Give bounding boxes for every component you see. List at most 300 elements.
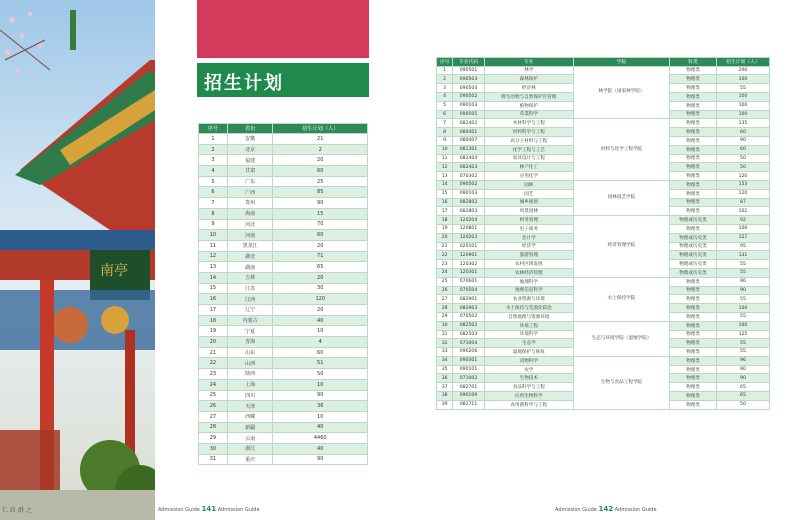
college-cell: 园林园艺学院 bbox=[573, 180, 669, 215]
table-cell: 会计学 bbox=[484, 233, 573, 242]
table-cell: 090101 bbox=[453, 365, 485, 374]
table-cell: 30 bbox=[199, 443, 228, 454]
table-cell: 物理类 bbox=[670, 339, 717, 348]
table-cell: 物理类 bbox=[670, 295, 717, 304]
table-cell: 物理类 bbox=[670, 92, 717, 101]
table-cell: 100 bbox=[716, 224, 769, 233]
table-cell: 18 bbox=[437, 216, 453, 225]
table-cell: 河南 bbox=[227, 230, 273, 241]
table-cell: 17 bbox=[199, 305, 228, 316]
table-cell: 物理类 bbox=[670, 365, 717, 374]
table-cell: 园林 bbox=[484, 180, 573, 189]
table-cell: 135 bbox=[716, 119, 769, 128]
table-cell: 江西 bbox=[227, 294, 273, 305]
table-cell: 65 bbox=[716, 383, 769, 392]
table-cell: 宁夏 bbox=[227, 326, 273, 337]
table-cell: 青海 bbox=[227, 337, 273, 348]
table-cell: 贵州 bbox=[227, 198, 273, 209]
table-cell: 28 bbox=[199, 422, 228, 433]
table-header-cell: 学院 bbox=[573, 58, 669, 67]
table-cell: 6 bbox=[199, 187, 228, 198]
table-row bbox=[199, 422, 368, 433]
table-cell: 125 bbox=[716, 330, 769, 339]
footer-right-page: 142 bbox=[598, 505, 614, 513]
table-cell: 2 bbox=[199, 144, 228, 155]
table-cell: 082403 bbox=[453, 163, 485, 172]
table-cell: 2 bbox=[273, 144, 368, 155]
photo-watermark: 仁 政 群 之 bbox=[2, 507, 32, 514]
table-cell: 物理类 bbox=[670, 400, 717, 409]
table-cell: 60 bbox=[273, 230, 368, 241]
table-cell: 5 bbox=[199, 176, 228, 187]
table-cell: 24 bbox=[437, 268, 453, 277]
table-cell: 120 bbox=[273, 294, 368, 305]
table-cell: 木材科学与工程 bbox=[484, 119, 573, 128]
table-cell: 应用生物科学 bbox=[484, 392, 573, 401]
table-cell: 江苏 bbox=[227, 283, 273, 294]
table-cell: 153 bbox=[716, 180, 769, 189]
table-cell: 环境科学 bbox=[484, 330, 573, 339]
table-header-cell: 专业 bbox=[484, 58, 573, 67]
college-cell: 经济管理学院 bbox=[573, 216, 669, 278]
table-cell: 55 bbox=[716, 348, 769, 357]
table-cell: 广西 bbox=[227, 187, 273, 198]
table-cell: 物理类 bbox=[670, 145, 717, 154]
table-cell: 20 bbox=[273, 240, 368, 251]
table-cell: 40 bbox=[273, 443, 368, 454]
footer-right bbox=[555, 505, 657, 513]
table-row bbox=[199, 315, 368, 326]
table-cell: 100 bbox=[716, 92, 769, 101]
table-header-cell: 序号 bbox=[437, 58, 453, 67]
table-cell: 90 bbox=[716, 286, 769, 295]
table-cell: 50 bbox=[716, 163, 769, 172]
table-cell: 广东 bbox=[227, 176, 273, 187]
table-cell: 农业资源与环境 bbox=[484, 295, 573, 304]
table-row bbox=[199, 240, 368, 251]
table-cell: 新疆 bbox=[227, 422, 273, 433]
table-cell: 090503 bbox=[453, 75, 485, 84]
table-row bbox=[437, 119, 770, 128]
table-cell: 植物保护 bbox=[484, 101, 573, 110]
table-cell: 环境工程 bbox=[484, 321, 573, 330]
table-row bbox=[199, 198, 368, 209]
table-cell: 50 bbox=[273, 369, 368, 380]
table-cell: 120301 bbox=[453, 268, 485, 277]
table-cell: 090505 bbox=[453, 110, 485, 119]
table-cell: 31 bbox=[199, 454, 228, 465]
table-cell: 22 bbox=[437, 251, 453, 260]
table-cell: 71 bbox=[273, 251, 368, 262]
table-cell: 29 bbox=[437, 312, 453, 321]
table-cell: 26 bbox=[437, 286, 453, 295]
table-cell: 地理信息科学 bbox=[484, 286, 573, 295]
table-cell: 物理类 bbox=[670, 383, 717, 392]
province-plan-table bbox=[198, 123, 368, 465]
table-cell: 水土保持与荒漠化防治 bbox=[484, 304, 573, 313]
table-cell: 090502 bbox=[453, 180, 485, 189]
table-cell: 材料科学与工程 bbox=[484, 128, 573, 137]
table-cell: 经济学 bbox=[484, 242, 573, 251]
table-row bbox=[199, 358, 368, 369]
table-cell: 动物科学 bbox=[484, 356, 573, 365]
table-cell: 15 bbox=[199, 283, 228, 294]
table-cell: 4460 bbox=[273, 433, 368, 444]
table-header-cell: 省份 bbox=[227, 124, 273, 134]
table-cell: 070302 bbox=[453, 172, 485, 181]
table-cell: 081301 bbox=[453, 145, 485, 154]
table-header-cell: 序号 bbox=[199, 124, 228, 134]
table-cell: 120801 bbox=[453, 224, 485, 233]
table-cell: 9 bbox=[199, 219, 228, 230]
table-cell: 物理或历史类 bbox=[670, 242, 717, 251]
table-cell: 28 bbox=[437, 304, 453, 313]
table-cell: 082803 bbox=[453, 207, 485, 216]
table-cell: 082502 bbox=[453, 321, 485, 330]
table-cell: 40 bbox=[273, 422, 368, 433]
table-cell: 草業科学 bbox=[484, 110, 573, 119]
table-cell: 120204 bbox=[453, 216, 485, 225]
table-cell: 082802 bbox=[453, 198, 485, 207]
table-cell: 20 bbox=[199, 337, 228, 348]
table-cell: 20 bbox=[273, 272, 368, 283]
table-cell: 39 bbox=[437, 400, 453, 409]
table-cell: 90 bbox=[716, 374, 769, 383]
table-cell: 082901 bbox=[453, 295, 485, 304]
table-cell: 23 bbox=[437, 260, 453, 269]
table-cell: 物理类 bbox=[670, 172, 717, 181]
table-cell: 65 bbox=[716, 392, 769, 401]
table-row bbox=[437, 66, 770, 75]
table-cell: 55 bbox=[716, 84, 769, 93]
table-cell: 物理类 bbox=[670, 277, 717, 286]
table-cell: 21 bbox=[437, 242, 453, 251]
table-cell: 11 bbox=[437, 154, 453, 163]
table-cell: 120 bbox=[716, 189, 769, 198]
table-cell: 080401 bbox=[453, 128, 485, 137]
table-row bbox=[199, 251, 368, 262]
footer-left-suffix: Admission Guide bbox=[217, 507, 260, 513]
pavilion-photo bbox=[0, 0, 155, 520]
table-cell: 安徽 bbox=[227, 134, 273, 145]
table-cell: 90 bbox=[716, 365, 769, 374]
table-row bbox=[199, 454, 368, 465]
table-cell: 27 bbox=[437, 295, 453, 304]
table-cell: 13 bbox=[199, 262, 228, 273]
table-row bbox=[199, 219, 368, 230]
table-cell: 20 bbox=[437, 233, 453, 242]
table-cell: 黑龙江 bbox=[227, 240, 273, 251]
table-cell: 5 bbox=[437, 101, 453, 110]
table-cell: 100 bbox=[716, 321, 769, 330]
table-cell: 7 bbox=[199, 198, 228, 209]
table-cell: 60 bbox=[716, 128, 769, 137]
table-cell: 21 bbox=[273, 134, 368, 145]
table-cell: 上海 bbox=[227, 379, 273, 390]
table-cell: 35 bbox=[437, 365, 453, 374]
table-row bbox=[199, 283, 368, 294]
page-title: 招生计划 bbox=[204, 73, 284, 94]
table-cell: 25 bbox=[199, 390, 228, 401]
table-cell: 物理类 bbox=[670, 330, 717, 339]
table-cell: 物理类 bbox=[670, 66, 717, 75]
table-cell: 7 bbox=[437, 119, 453, 128]
table-cell: 20 bbox=[273, 155, 368, 166]
table-cell: 36 bbox=[273, 401, 368, 412]
table-cell: 100 bbox=[716, 304, 769, 313]
table-cell: 林学 bbox=[484, 66, 573, 75]
table-row bbox=[199, 369, 368, 380]
table-cell: 河北 bbox=[227, 219, 273, 230]
table-cell: 070504 bbox=[453, 286, 485, 295]
table-cell: 90 bbox=[716, 136, 769, 145]
table-row bbox=[437, 321, 770, 330]
table-cell: 020101 bbox=[453, 242, 485, 251]
table-cell: 19 bbox=[199, 326, 228, 337]
table-cell: 21 bbox=[199, 347, 228, 358]
table-cell: 090301 bbox=[453, 356, 485, 365]
table-cell: 85 bbox=[273, 187, 368, 198]
table-cell: 082404 bbox=[453, 154, 485, 163]
table-cell: 应用化学 bbox=[484, 172, 573, 181]
table-cell: 30 bbox=[437, 321, 453, 330]
table-cell: 福建 bbox=[227, 155, 273, 166]
table-cell: 野生动物与自然保护区管理 bbox=[484, 92, 573, 101]
table-cell: 90 bbox=[273, 390, 368, 401]
table-cell: 37 bbox=[437, 383, 453, 392]
table-row bbox=[199, 294, 368, 305]
table-cell: 四川 bbox=[227, 390, 273, 401]
table-cell: 云南 bbox=[227, 433, 273, 444]
table-cell: 物理类 bbox=[670, 180, 717, 189]
table-cell: 物理类 bbox=[670, 154, 717, 163]
table-cell: 经济林 bbox=[484, 84, 573, 93]
table-row bbox=[199, 187, 368, 198]
table-cell: 天津 bbox=[227, 401, 273, 412]
table-cell: 071002 bbox=[453, 374, 485, 383]
footer-left-prefix: Admission Guide bbox=[158, 507, 200, 513]
table-cell: 物理类 bbox=[670, 110, 717, 119]
table-cell: 化学工程与工艺 bbox=[484, 145, 573, 154]
table-cell: 92 bbox=[716, 216, 769, 225]
table-cell: 湿地保护与恢复 bbox=[484, 348, 573, 357]
table-cell: 082503 bbox=[453, 330, 485, 339]
table-cell: 95 bbox=[716, 242, 769, 251]
table-row bbox=[199, 390, 368, 401]
college-cell: 材料与化学工程学院 bbox=[573, 119, 669, 181]
table-cell: 65 bbox=[273, 262, 368, 273]
table-cell: 96 bbox=[716, 277, 769, 286]
table-cell: 102 bbox=[716, 207, 769, 216]
table-cell: 2 bbox=[437, 75, 453, 84]
table-cell: 1 bbox=[199, 134, 228, 145]
table-cell: 33 bbox=[437, 348, 453, 357]
table-cell: 200 bbox=[716, 66, 769, 75]
table-cell: 60 bbox=[273, 166, 368, 177]
table-cell: 100 bbox=[716, 75, 769, 84]
table-cell: 物理类 bbox=[670, 163, 717, 172]
table-row bbox=[199, 134, 368, 145]
table-cell: 70 bbox=[273, 219, 368, 230]
table-cell: 食品科学与工程 bbox=[484, 383, 573, 392]
table-cell: 高分子材料与工程 bbox=[484, 136, 573, 145]
table-cell: 090109 bbox=[453, 392, 485, 401]
table-cell: 物理类 bbox=[670, 348, 717, 357]
table-cell: 园艺 bbox=[484, 189, 573, 198]
table-cell: 山东 bbox=[227, 347, 273, 358]
footer-left bbox=[158, 505, 260, 513]
table-cell: 55 bbox=[716, 312, 769, 321]
table-cell: 物理或历史类 bbox=[670, 216, 717, 225]
table-cell: 物理类 bbox=[670, 128, 717, 137]
table-cell: 23 bbox=[199, 369, 228, 380]
table-cell: 25 bbox=[273, 176, 368, 187]
table-row bbox=[199, 411, 368, 422]
table-cell: 农村区域发展 bbox=[484, 260, 573, 269]
college-cell: 生态与环境学院（湿地学院） bbox=[573, 321, 669, 356]
table-cell: 物理类 bbox=[670, 374, 717, 383]
table-cell: 22 bbox=[199, 358, 228, 369]
table-cell: 财务管理 bbox=[484, 216, 573, 225]
table-row bbox=[199, 272, 368, 283]
table-cell: 60 bbox=[716, 145, 769, 154]
table-cell: 4 bbox=[199, 166, 228, 177]
table-row bbox=[437, 180, 770, 189]
table-cell: 9 bbox=[437, 136, 453, 145]
table-cell: 87 bbox=[716, 198, 769, 207]
table-cell: 14 bbox=[199, 272, 228, 283]
table-cell: 陕西 bbox=[227, 369, 273, 380]
table-cell: 29 bbox=[199, 433, 228, 444]
footer-right-suffix: Admission Guide bbox=[614, 507, 657, 513]
pavilion-sign-text: 南亭 bbox=[100, 263, 128, 279]
table-cell: 生物技术 bbox=[484, 374, 573, 383]
table-cell: 10 bbox=[273, 411, 368, 422]
table-cell: 071004 bbox=[453, 339, 485, 348]
table-cell: 090103 bbox=[453, 101, 485, 110]
table-cell: 20 bbox=[273, 305, 368, 316]
table-cell: 34 bbox=[437, 356, 453, 365]
table-cell: 吉林 bbox=[227, 272, 273, 283]
table-cell: 湖南 bbox=[227, 262, 273, 273]
table-cell: 物理类 bbox=[670, 312, 717, 321]
table-cell: 12 bbox=[437, 163, 453, 172]
table-cell: 31 bbox=[437, 330, 453, 339]
table-cell: 物理类 bbox=[670, 101, 717, 110]
table-cell: 090501 bbox=[453, 66, 485, 75]
table-cell: 14 bbox=[437, 180, 453, 189]
table-header-cell: 科类 bbox=[670, 58, 717, 67]
table-cell: 131 bbox=[716, 251, 769, 260]
table-row bbox=[199, 326, 368, 337]
table-cell: 17 bbox=[437, 207, 453, 216]
table-row bbox=[199, 337, 368, 348]
table-cell: 8 bbox=[437, 128, 453, 137]
table-cell: 19 bbox=[437, 224, 453, 233]
table-cell: 10 bbox=[199, 230, 228, 241]
table-cell: 082711 bbox=[453, 400, 485, 409]
table-cell: 重庆 bbox=[227, 454, 273, 465]
table-cell: 30 bbox=[273, 283, 368, 294]
table-cell: 24 bbox=[199, 379, 228, 390]
table-cell: 070502 bbox=[453, 312, 485, 321]
table-cell: 51 bbox=[273, 358, 368, 369]
table-row bbox=[199, 379, 368, 390]
table-cell: 10 bbox=[437, 145, 453, 154]
table-cell: 16 bbox=[199, 294, 228, 305]
college-cell: 水土保持学院 bbox=[573, 277, 669, 321]
table-cell: 物理类 bbox=[670, 321, 717, 330]
table-cell: 风景园林 bbox=[484, 207, 573, 216]
table-row bbox=[437, 277, 770, 286]
table-cell: 120302 bbox=[453, 260, 485, 269]
table-cell: 3 bbox=[199, 155, 228, 166]
table-cell: 26 bbox=[199, 401, 228, 412]
table-cell: 农林经济管理 bbox=[484, 268, 573, 277]
table-cell: 物理类 bbox=[670, 198, 717, 207]
table-header-cell: 专业代码 bbox=[453, 58, 485, 67]
table-cell: 浙江 bbox=[227, 443, 273, 454]
table-cell: 电子商务 bbox=[484, 224, 573, 233]
table-cell: 西藏 bbox=[227, 411, 273, 422]
table-cell: 物理类 bbox=[670, 84, 717, 93]
table-cell: 森林保护 bbox=[484, 75, 573, 84]
table-row bbox=[199, 443, 368, 454]
table-cell: 农学 bbox=[484, 365, 573, 374]
table-cell: 127 bbox=[716, 233, 769, 242]
table-cell: 北京 bbox=[227, 144, 273, 155]
table-cell: 物理类 bbox=[670, 136, 717, 145]
table-row bbox=[199, 208, 368, 219]
table-cell: 内蒙古 bbox=[227, 315, 273, 326]
table-cell: 8 bbox=[199, 208, 228, 219]
table-cell: 4 bbox=[437, 92, 453, 101]
table-cell: 40 bbox=[273, 315, 368, 326]
table-row bbox=[199, 262, 368, 273]
table-cell: 38 bbox=[437, 392, 453, 401]
table-cell: 082402 bbox=[453, 119, 485, 128]
table-cell: 物理类 bbox=[670, 392, 717, 401]
table-cell: 地理科学 bbox=[484, 277, 573, 286]
table-cell: 090504 bbox=[453, 84, 485, 93]
table-cell: 6 bbox=[437, 110, 453, 119]
table-cell: 55 bbox=[716, 268, 769, 277]
table-row bbox=[199, 155, 368, 166]
table-cell: 96 bbox=[716, 356, 769, 365]
table-cell: 物理类 bbox=[670, 189, 717, 198]
table-cell: 90 bbox=[273, 454, 368, 465]
table-cell: 90 bbox=[273, 198, 368, 209]
table-cell: 100 bbox=[716, 101, 769, 110]
table-cell: 3 bbox=[437, 84, 453, 93]
table-row bbox=[199, 166, 368, 177]
table-cell: 物理或历史类 bbox=[670, 251, 717, 260]
table-cell: 林产化工 bbox=[484, 163, 573, 172]
footer-left-page: 141 bbox=[201, 505, 217, 513]
table-row bbox=[199, 401, 368, 412]
table-cell: 15 bbox=[437, 189, 453, 198]
table-cell: 070601 bbox=[453, 277, 485, 286]
table-row bbox=[199, 305, 368, 316]
table-cell: 18 bbox=[199, 315, 228, 326]
table-cell: 城乡规划 bbox=[484, 198, 573, 207]
table-cell: 湖北 bbox=[227, 251, 273, 262]
table-cell: 60 bbox=[273, 347, 368, 358]
table-cell: 50 bbox=[716, 154, 769, 163]
table-cell: 36 bbox=[437, 374, 453, 383]
table-cell: 50 bbox=[716, 400, 769, 409]
table-cell: 082903 bbox=[453, 304, 485, 313]
